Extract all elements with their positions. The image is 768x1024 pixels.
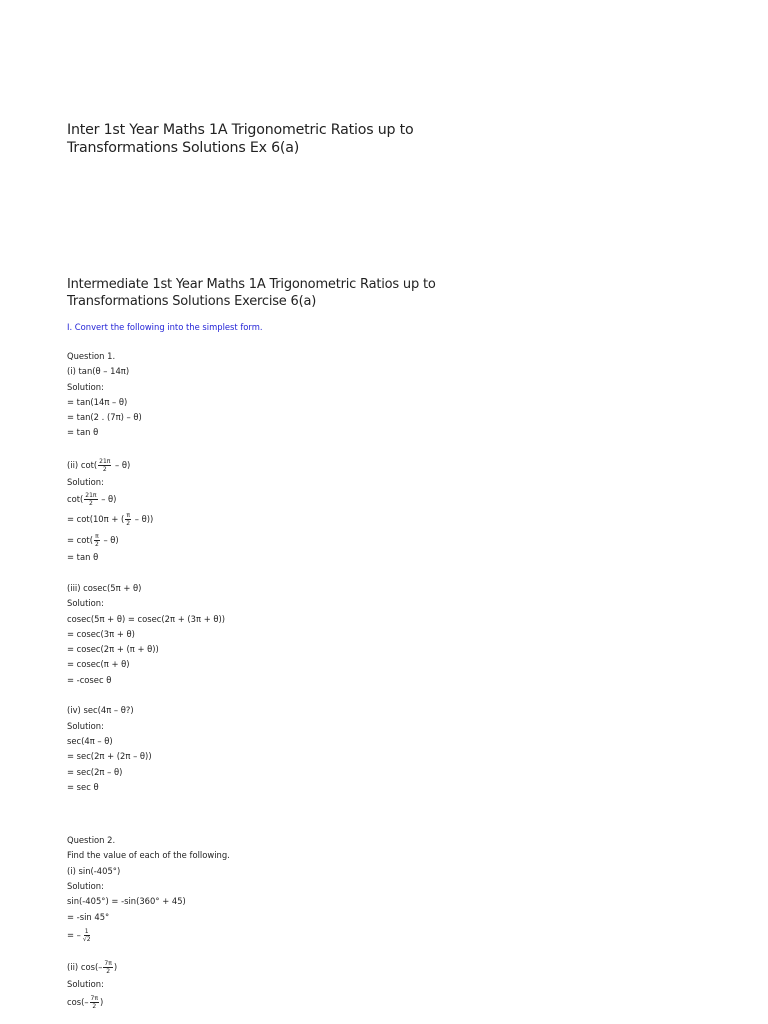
page-title: Inter 1st Year Maths 1A Trigonometric Ratios up to Transformations Solutions Ex 6(a) [67, 122, 414, 156]
fraction: $\frac{7\pi}{2}$ [104, 959, 112, 975]
fraction: $\frac{\pi}{2}$ [126, 512, 131, 528]
q1-part-iv: (iv) sec(4π – θ?) [67, 705, 134, 716]
solution-step: = tan(14π – θ) [67, 396, 128, 407]
q2-part-ii: (ii) cos(– $\frac{7\pi}{2}$ ) [67, 959, 118, 975]
solution-step: = cot( $\frac{\pi}{2}$ – θ) [67, 533, 119, 549]
solution-step: = -cosec θ [67, 674, 112, 685]
solution-step: = tan θ [67, 552, 99, 563]
fraction: $\frac{21\pi}{2}$ [99, 458, 111, 474]
solution-step: = cosec(2π + (π + θ)) [67, 644, 159, 655]
solution-label: Solution: [67, 720, 104, 731]
fraction: $\frac{7\pi}{2}$ [90, 995, 98, 1011]
solution-step: = tan θ [67, 427, 99, 438]
solution-label: Solution: [67, 598, 104, 609]
solution-step: cos(– $\frac{7\pi}{2}$ ) [67, 995, 104, 1011]
solution-step: sec(4π – θ) [67, 735, 113, 746]
solution-step: cosec(5π + θ) = cosec(2π + (3π + θ)) [67, 613, 226, 624]
solution-label: Solution: [67, 881, 104, 892]
section-heading: Intermediate 1st Year Maths 1A Trigonometric Ratios up to Transformations Solutions Exercise 6(a) [67, 277, 436, 309]
solution-step: = cosec(3π + θ) [67, 628, 135, 639]
q1-part-iii: (iii) cosec(5π + θ) [67, 582, 142, 593]
solution-step: = tan(2 . (7π) – θ) [67, 412, 142, 423]
solution-label: Solution: [67, 381, 104, 392]
q2-part-i: (i) sin(-405°) [67, 865, 121, 876]
solution-step: = cosec(π + θ) [67, 659, 130, 670]
solution-label: Solution: [67, 978, 104, 989]
fraction: $\frac{21\pi}{2}$ [85, 492, 97, 508]
fraction: $\frac{\pi}{2}$ [94, 533, 99, 549]
question-1-heading: Question 1. [67, 351, 116, 361]
question-2-text: Find the value of each of the following. [67, 850, 230, 861]
solution-step: = cot(10π + ( $\frac{\pi}{2}$ – θ)) [67, 512, 154, 528]
solution-label: Solution: [67, 477, 104, 488]
article-content [67, 320, 567, 1012]
solution-step: = – $\frac{1}{√2}$ [67, 927, 91, 943]
intro-text: I. Convert the following into the simplest form. [67, 322, 263, 332]
solution-step: = sec θ [67, 781, 99, 792]
solution-step: = -sin 45° [67, 911, 110, 922]
fraction: $\frac{1}{√2}$ [82, 927, 91, 943]
solution-step: cot( $\frac{21\pi}{2}$ – θ) [67, 492, 117, 508]
solution-step: sin(-405°) = -sin(360° + 45) [67, 896, 186, 907]
q1-part-ii: (ii) cot( $\frac{21\pi}{2}$ – θ) [67, 458, 131, 474]
q1-part-i: (i) tan(θ – 14π) [67, 366, 130, 377]
solution-step: = sec(2π – θ) [67, 766, 123, 777]
question-2-heading: Question 2. [67, 835, 116, 846]
solution-step: = sec(2π + (2π – θ)) [67, 751, 152, 762]
